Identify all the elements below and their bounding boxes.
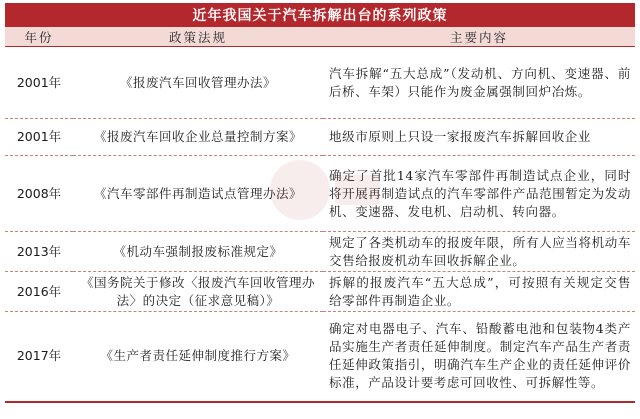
row-content: 确定了首批14家汽车零部件再制造试点企业，同时将开展再制造试点的汽车零部件产品范围暂定为发动机、变速器、发电机、启动机、转向器。 xyxy=(323,156,635,232)
table-row xyxy=(5,156,635,232)
row-policy: 《报废汽车回收企业总量控制方案》 xyxy=(73,119,323,156)
policy-table xyxy=(5,27,635,403)
row-year: 2017年 xyxy=(5,312,73,402)
row-content: 规定了各类机动车的报废年限，所有人应当将机动车交售给报废机动车回收拆解企业。 xyxy=(323,232,635,272)
row-year: 2013年 xyxy=(5,232,73,272)
table-title: 近年我国关于汽车拆解出台的系列政策 xyxy=(5,3,635,27)
table-row xyxy=(5,312,635,402)
row-policy: 《报废汽车回收管理办法》 xyxy=(73,47,323,119)
row-content: 汽车拆解“五大总成”（发动机、方向机、变速器、前后桥、车架）只能作为废金属强制回炉冶炼。 xyxy=(323,47,635,119)
table-row xyxy=(5,232,635,272)
row-policy: 《国务院关于修改〈报废汽车回收管理办法〉的决定（征求意见稿）》 xyxy=(73,272,323,312)
header-year: 年份 xyxy=(5,27,73,47)
row-year: 2001年 xyxy=(5,47,73,119)
header-row xyxy=(5,27,635,47)
row-year: 2008年 xyxy=(5,156,73,232)
header-policy: 政策法规 xyxy=(73,27,323,47)
row-policy: 《生产者责任延伸制度推行方案》 xyxy=(73,312,323,402)
header-content: 主要内容 xyxy=(323,27,635,47)
row-content: 地级市原则上只设一家报废汽车拆解回收企业 xyxy=(323,119,635,156)
row-year: 2001年 xyxy=(5,119,73,156)
row-policy: 《汽车零部件再制造试点管理办法》 xyxy=(73,156,323,232)
row-policy: 《机动车强制报废标准规定》 xyxy=(73,232,323,272)
table-row xyxy=(5,47,635,119)
row-content: 确定对电器电子、汽车、铅酸蓄电池和包装物4类产品实施生产者责任延伸制度。制定汽车产品生产者责任延伸政策指引，明确汽车生产企业的责任延伸评价标准，产品设计要考虑可回收性、可拆解性等。 xyxy=(323,312,635,402)
row-content: 拆解的报废汽车“五大总成”，可按照有关规定交售给零部件再制造企业。 xyxy=(323,272,635,312)
row-year: 2016年 xyxy=(5,272,73,312)
policy-table-figure xyxy=(5,3,635,403)
table-row xyxy=(5,272,635,312)
table-row xyxy=(5,119,635,156)
